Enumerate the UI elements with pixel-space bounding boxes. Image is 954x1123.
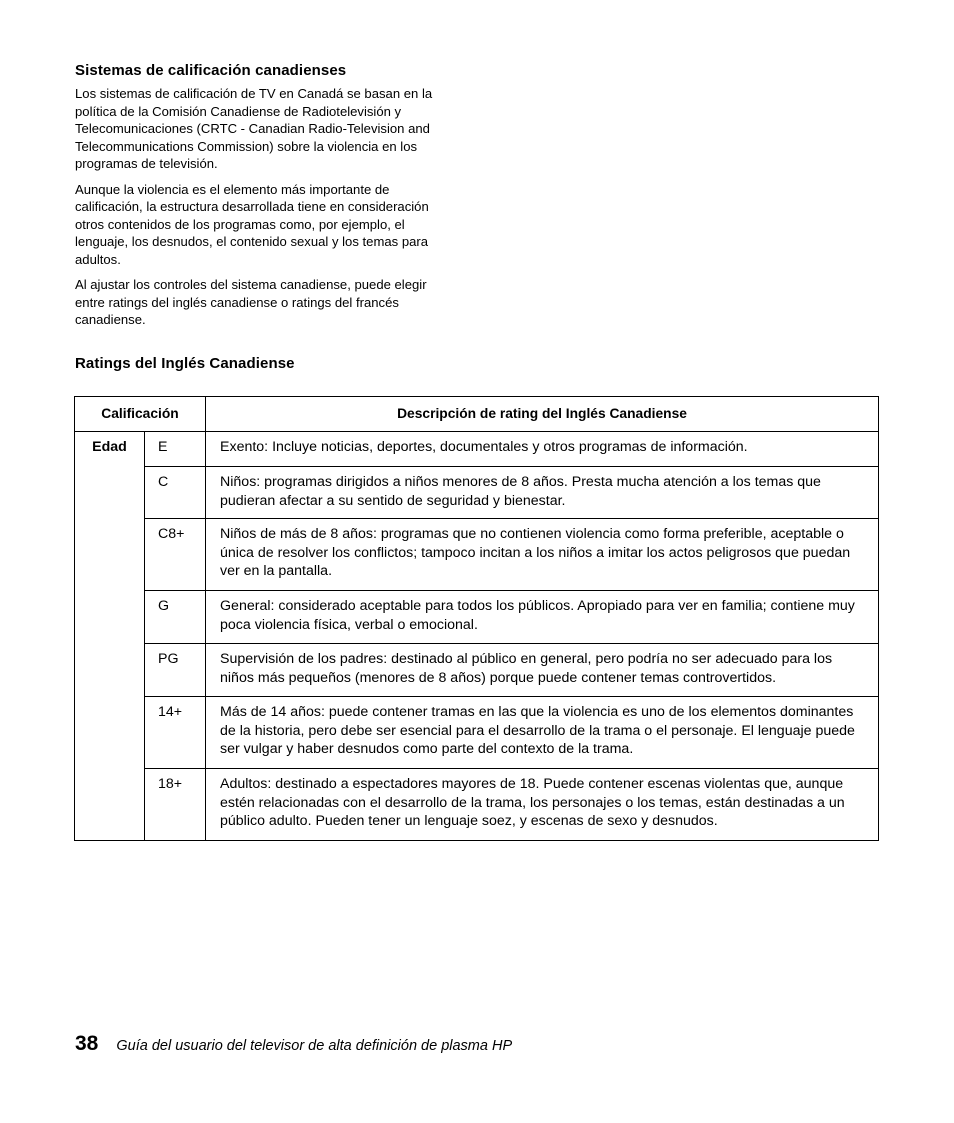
rating-description: Niños: programas dirigidos a niños menores de 8 años. Presta mucha atención a los temas que pudieran afectar a su sentido de seguridad y bienestar. <box>206 467 879 519</box>
rating-description: Más de 14 años: puede contener tramas en las que la violencia es uno de los elementos dominantes de la historia, pero debe ser esencial para el desarrollo de la trama o el personaje. El lenguaje puede ser vulgar y haber desnudos como parte del contexto de la trama. <box>206 697 879 769</box>
section-heading: Sistemas de calificación canadienses <box>75 62 347 79</box>
subsection-heading: Ratings del Inglés Canadiense <box>75 355 295 372</box>
rating-description: General: considerado aceptable para todos los públicos. Apropiado para ver en familia; contiene muy poca violencia física, verbal o emocional. <box>206 591 879 644</box>
rating-description: Niños de más de 8 años: programas que no contienen violencia como forma preferible, aceptable o única de resolver los conflictos; tampoco incitan a los niños a imitar los actos peligrosos que puedan ver en la pantalla. <box>206 519 879 591</box>
rating-code: G <box>145 591 206 644</box>
table-row <box>75 697 879 769</box>
rating-code: 18+ <box>145 769 206 841</box>
rating-code: 14+ <box>145 697 206 769</box>
rating-description: Supervisión de los padres: destinado al público en general, pero podría no ser adecuado para los niños más pequeños (menores de 8 años) porque puede contener temas controvertidos. <box>206 644 879 697</box>
paragraph: Los sistemas de calificación de TV en Canadá se basan en la política de la Comisión Canadiense de Radiotelevisión y Telecomunicaciones (CRTC - Canadian Radio-Television and Telecommunications Commission) sobre la violencia en los programas de televisión. <box>75 86 433 171</box>
header-rating: Calificación <box>75 397 206 432</box>
rating-code: C8+ <box>145 519 206 591</box>
rating-description: Adultos: destinado a espectadores mayores de 18. Puede contener escenas violentas que, aunque estén relacionadas con el desarrollo de la trama, los personajes o los temas, están destinadas a un público adulto. Pueden tener un lenguaje soez, y escenas de sexo y desnudos. <box>206 769 879 841</box>
paragraph: Aunque la violencia es el elemento más importante de calificación, la estructura desarrollada tiene en consideración otros contenidos de los programas como, por ejemplo, el lenguaje, los desnudos, el contenido sexual y los temas para adultos. <box>75 181 429 267</box>
table-row <box>75 467 879 519</box>
page-number: 38 <box>75 1032 99 1055</box>
table-header-row <box>75 397 879 432</box>
rating-code: C <box>145 467 206 519</box>
header-description: Descripción de rating del Inglés Canadiense <box>206 397 879 432</box>
table-row <box>75 644 879 697</box>
intro-column <box>75 62 440 337</box>
rating-code: PG <box>145 644 206 697</box>
table-row <box>75 432 879 467</box>
page-footer <box>75 1032 512 1056</box>
table-row <box>75 769 879 841</box>
rating-description: Exento: Incluye noticias, deportes, documentales y otros programas de información. <box>206 432 879 467</box>
table-row <box>75 519 879 591</box>
table-row <box>75 591 879 644</box>
group-label-edad: Edad <box>75 432 145 841</box>
footer-title: Guía del usuario del televisor de alta definición de plasma HP <box>116 1038 513 1054</box>
ratings-table <box>74 396 879 841</box>
rating-code: E <box>145 432 206 467</box>
paragraph: Al ajustar los controles del sistema canadiense, puede elegir entre ratings del inglés canadiense o ratings del francés canadiense. <box>75 277 427 327</box>
